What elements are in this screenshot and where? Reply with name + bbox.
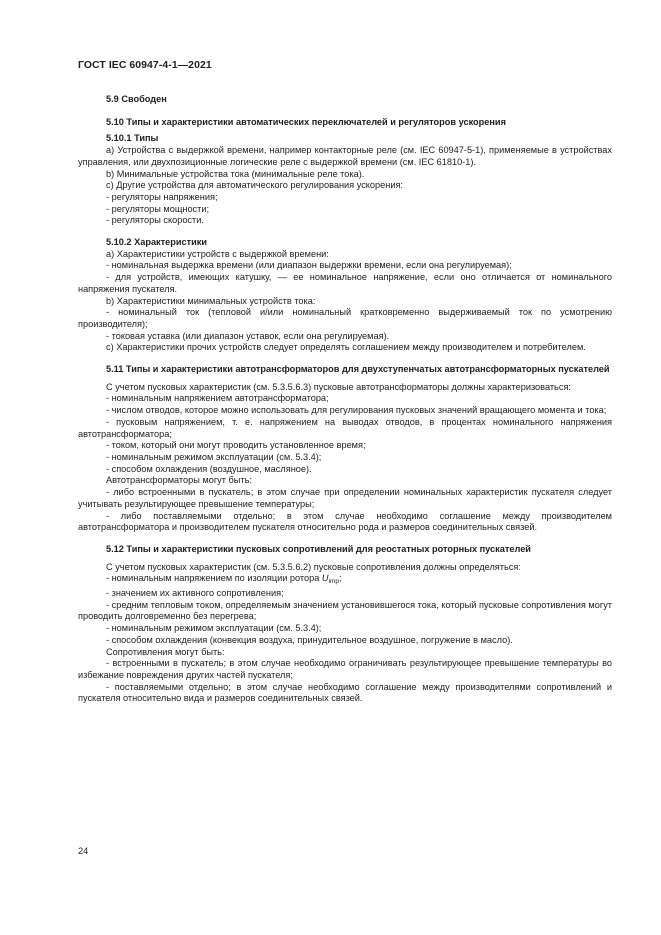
list-item: - регуляторы скорости. — [106, 215, 204, 226]
paragraph: b) Минимальные устройства тока (минимальные реле тока). — [106, 168, 365, 179]
list-item: - либо встроенными в пускатель; в этом случае при определении номинальных характеристик пускателя следует учитывать результирующее превышение температуры; — [78, 487, 612, 509]
voltage-subscript: imp — [328, 578, 340, 586]
voltage-symbol: U — [321, 573, 329, 584]
paragraph: a) Характеристики устройств с выдержкой времени: — [106, 248, 329, 259]
paragraph: С учетом пусковых характеристик (см. 5.3.5.6.2) пусковые сопротивления должны определяться: — [106, 561, 521, 572]
page-content — [78, 94, 612, 705]
paragraph: a) Устройства с выдержкой времени, например контакторные реле (см. IEC 60947-5-1), применяемые в устройствах управления, или двухпозиционные логические реле с выдержкой времени (см. IEC 61810-1). — [78, 145, 612, 167]
list-item: - средним тепловым током, определяемым значением установившегося тока, который пусковые сопротивления могут проводить долговременно без перегрева; — [78, 599, 612, 622]
list-item: - номинальный ток (тепловой и/или номинальный кратковременно выдерживаемый ток по усмотрению производителя); — [78, 307, 612, 329]
section-5-12-heading: 5.12 Типы и характеристики пусковых сопротивлений для реостатных роторных пускателей — [106, 543, 531, 554]
list-item: - регуляторы мощности; — [106, 203, 210, 214]
paragraph: Сопротивления могут быть: — [106, 646, 225, 657]
list-item: - способом охлаждения (воздушное, масляное). — [106, 463, 312, 474]
list-item: - номинальным режимом эксплуатации (см. 5.3.4); — [106, 451, 322, 462]
text-fragment: - номинальным напряжением по изоляции ротора — [106, 573, 322, 584]
paragraph: c) Характеристики прочих устройств следует определять соглашением между производителем и потребителем. — [106, 342, 586, 353]
paragraph: c) Другие устройства для автоматического регулирования ускорения: — [106, 180, 403, 191]
list-item: - регуляторы напряжения; — [106, 191, 218, 202]
list-item: - значением их активного сопротивления; — [106, 588, 284, 599]
list-item: - числом отводов, которое можно использовать для регулирования пусковых значений вращающего момента и тока; — [106, 405, 607, 416]
section-5-10-heading: 5.10 Типы и характеристики автоматических переключателей и регуляторов ускорения — [106, 116, 506, 127]
list-item — [78, 573, 612, 588]
section-5-9-heading: 5.9 Свободен — [106, 94, 167, 104]
standard-header: ГОСТ IEC 60947-4-1—2021 — [78, 60, 212, 71]
list-item: - встроенными в пускатель; в этом случае необходимо ограничивать результирующее превышение температуры во избежание повреждения других частей пускателя; — [78, 658, 612, 680]
list-item: - номинальным режимом эксплуатации (см. 5.3.4); — [106, 623, 322, 634]
list-item: - номинальная выдержка времени (или диапазон выдержки времени, если она регулируемая); — [106, 260, 512, 271]
list-item: - либо поставляемыми отдельно; в этом случае необходимо соглашение между производителем автотрансформатора и производителем пускателя относительно рода и размеров соединительных связей. — [78, 510, 612, 533]
paragraph: С учетом пусковых характеристик (см. 5.3.5.6.3) пусковые автотрансформаторы должны характеризоваться: — [106, 381, 571, 392]
list-item: - токовая уставка (или диапазон уставок, если она регулируемая). — [106, 330, 390, 341]
list-item: - поставляемыми отдельно; в этом случае необходимо соглашение между производителями сопротивлений и пускателя относительно вида и размеров соединительных связей. — [78, 681, 612, 704]
list-item: - номинальным напряжением автотрансформатора; — [106, 393, 329, 404]
paragraph: b) Характеристики минимальных устройств тока: — [106, 295, 316, 306]
section-5-11-heading: 5.11 Типы и характеристики автотрансформаторов для двухступенчатых автотрансформаторных пускателей — [106, 364, 610, 375]
paragraph: Автотрансформаторы могут быть: — [106, 475, 252, 486]
page-number: 24 — [78, 846, 89, 856]
section-5-10-1-heading: 5.10.1 Типы — [106, 133, 159, 144]
section-5-10-2-heading: 5.10.2 Характеристики — [106, 237, 208, 248]
list-item: - током, который они могут проводить установленное время; — [106, 440, 366, 451]
list-item: - пусковым напряжением, т. е. напряжением на выводах отводов, в процентах номинального напряжения автотрансформатора; — [78, 416, 612, 439]
list-item: - для устройств, имеющих катушку, — ее номинальное напряжение, если оно отличается от номинального напряжения пускателя. — [78, 272, 612, 294]
text-fragment: ; — [339, 573, 342, 584]
list-item: - способом охлаждения (конвекция воздуха, принудительное воздушное, погружение в масло). — [106, 634, 513, 645]
